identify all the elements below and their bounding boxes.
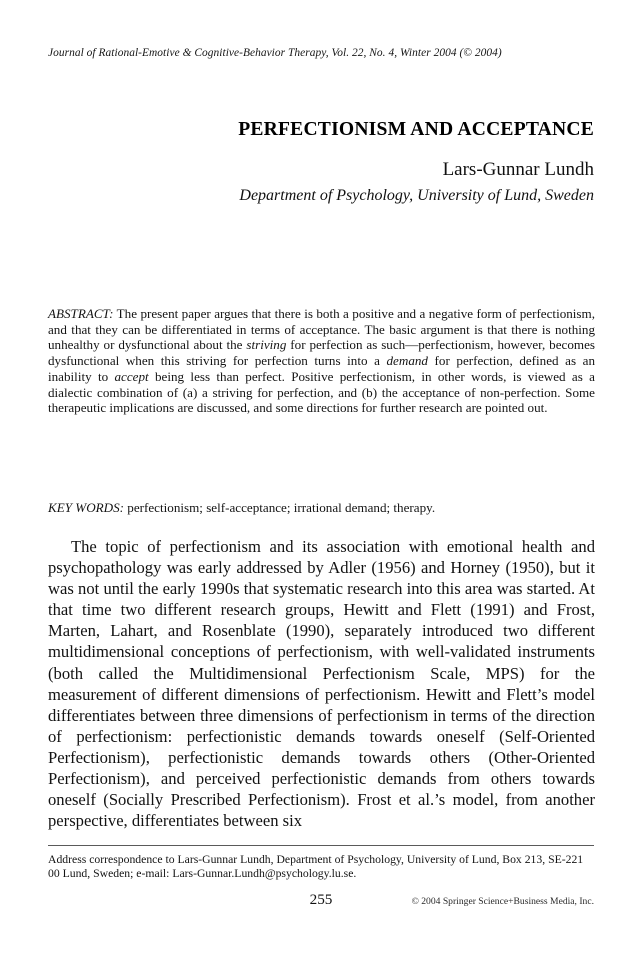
- footnote-separator-rule: [48, 845, 594, 846]
- keywords-list: perfectionism; self-acceptance; irrational demand; therapy.: [124, 500, 436, 515]
- abstract-emphasis-striving: striving: [246, 337, 287, 353]
- body-paragraph-1: The topic of perfectionism and its association with emotional health and psychopathology was early addressed by Adler (1956) and Horney (1950), but it was not until the early 1990s that systematic research into this area was started. At that time two different research groups, Hewitt and Flett (1991) and Frost, Marten, Lahart, and Rosenblate (1990), separately introduced two different multidimensional conceptions of perfectionism, with well-validated instruments (both called the Multidimensional Perfectionism Scale, MPS) for the measurement of different dimensions of perfectionism. Hewitt and Flett’s model differentiates between three dimensions of perfectionism in terms of the direction of perfectionism: perfectionistic demands towards oneself (Self-Oriented Perfectionism), perfectionistic demands towards others (Other-Oriented Perfectionism), and perceived perfectionistic demands from others towards oneself (Socially Prescribed Perfectionism). Frost et al.’s model, from another perspective, differentiates between six: [48, 537, 595, 831]
- keywords-label: KEY WORDS:: [48, 500, 125, 515]
- abstract-emphasis-demand: demand: [386, 353, 428, 369]
- abstract-emphasis-accept: accept: [114, 368, 149, 384]
- author-affiliation: Department of Psychology, University of Lund, Sweden: [239, 187, 594, 204]
- abstract-text-part-3: for perfection, defined as an inability to: [48, 353, 596, 384]
- abstract-text-part-1: The present paper argues that there is both a positive and a negative form of perfectionism, and that they can be differentiated in terms of acceptance. The basic argument is that there is nothing unhealthy or dysfunctional about the: [48, 306, 595, 353]
- journal-running-head: Journal of Rational-Emotive & Cognitive-Behavior Therapy, Vol. 22, No. 4, Winter 2004 (© 2004): [48, 47, 502, 59]
- page-title: PERFECTIONISM AND ACCEPTANCE: [238, 119, 594, 140]
- abstract-text-part-4: being less than perfect. Positive perfectionism, in other words, is viewed as a dialectic combination of (a) a striving for perfection, and (b) the acceptance of non-perfection. Some therapeutic implications are discussed, and some directions for further research are pointed out.: [48, 368, 595, 416]
- title-block: [48, 118, 594, 207]
- copyright-notice: © 2004 Springer Science+Business Media, Inc.: [411, 896, 594, 907]
- abstract-text-part-2: for perfection as such—perfectionism, however, becomes dysfunctional when this striving for perfection turns into a: [48, 337, 595, 369]
- page-number: 255: [309, 891, 333, 908]
- correspondence-footnote: Address correspondence to Lars-Gunnar Lundh, Department of Psychology, University of Lund, Box 213, SE-221 00 Lund, Sweden; e-mail: Lars-Gunnar.Lundh@psychology.lu.se.: [48, 853, 584, 881]
- author-name: Lars-Gunnar Lundh: [442, 159, 594, 180]
- abstract-section: [48, 306, 595, 416]
- abstract-label: ABSTRACT:: [48, 306, 114, 321]
- keywords-section: [48, 500, 595, 516]
